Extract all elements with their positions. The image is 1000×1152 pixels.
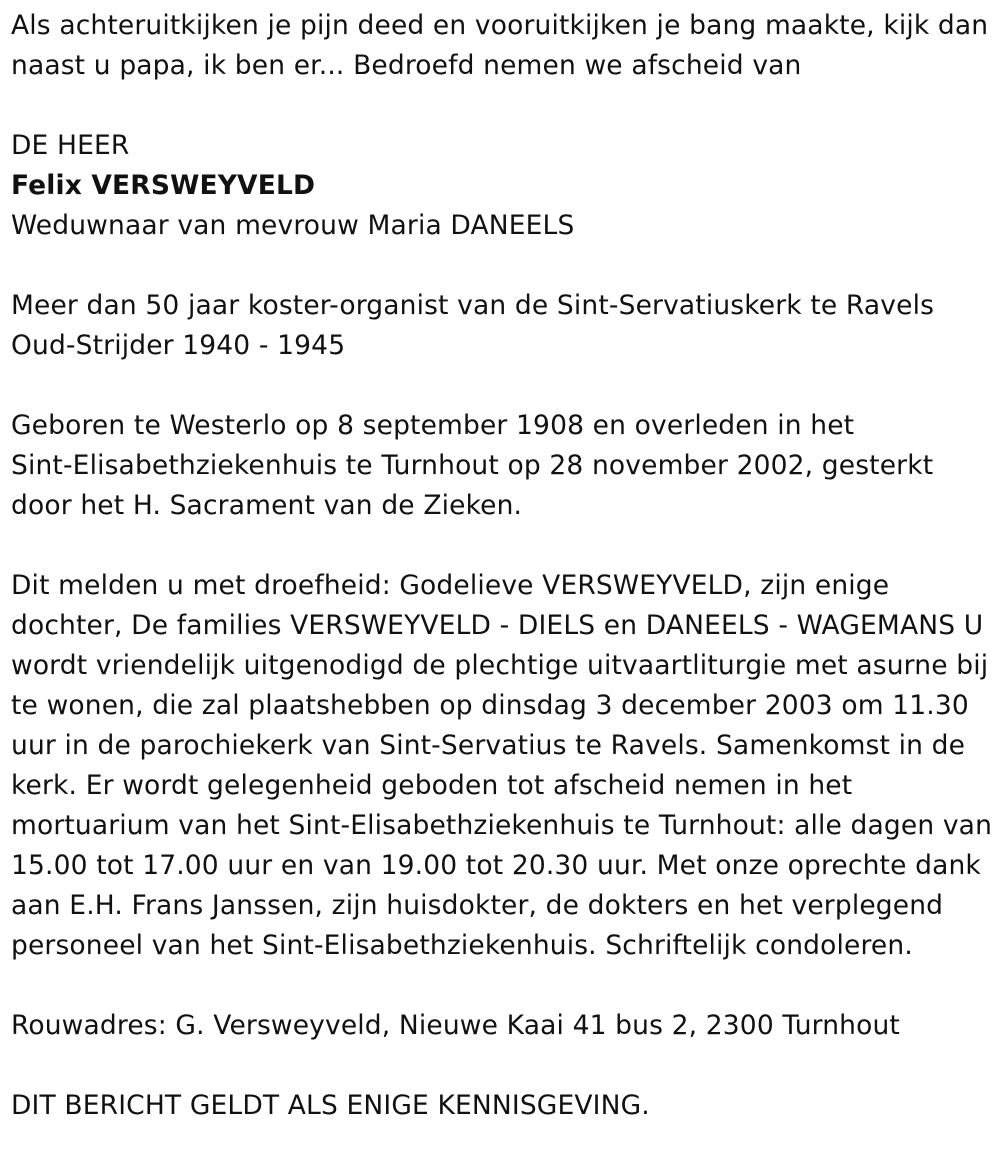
paragraph-spacer xyxy=(11,1046,991,1086)
announcement-line: wordt vriendelijk uitgenodigd de plechtige uitvaartliturgie met asurne bij xyxy=(11,650,989,681)
paragraph-spacer xyxy=(11,366,991,406)
announcement-paragraph xyxy=(11,566,991,966)
announcement-line: kerk. Er wordt gelegenheid geboden tot afscheid nemen in het xyxy=(11,770,853,801)
announcement-line: uur in de parochiekerk van Sint-Servatius te Ravels. Samenkomst in de xyxy=(11,730,966,761)
birth-death-paragraph xyxy=(11,406,991,526)
announcement-line: aan E.H. Frans Janssen, zijn huisdokter, de dokters en het verplegend xyxy=(11,890,944,921)
deceased-block xyxy=(11,126,991,246)
paragraph-spacer xyxy=(11,526,991,566)
announcement-line: te wonen, die zal plaatshebben op dinsdag 3 december 2003 om 11.30 xyxy=(11,690,969,721)
announcement-line: personeel van het Sint-Elisabethziekenhuis. Schriftelijk condoleren. xyxy=(11,930,913,961)
announcement-line: 15.00 tot 17.00 uur en van 19.00 tot 20.30 uur. Met onze oprechte dank xyxy=(11,850,981,881)
widower-relation: Weduwnaar van mevrouw Maria DANEELS xyxy=(11,210,575,241)
birth-death-line: door het H. Sacrament van de Zieken. xyxy=(11,490,523,521)
intro-paragraph xyxy=(11,6,991,86)
announcement-line: mortuarium van het Sint-Elisabethziekenhuis te Turnhout: alle dagen van xyxy=(11,810,993,841)
role-line: Meer dan 50 jaar koster-organist van de Sint-Servatiuskerk te Ravels xyxy=(11,290,935,321)
paragraph-spacer xyxy=(11,86,991,126)
deceased-name: Felix VERSWEYVELD xyxy=(11,170,316,201)
address-line: Rouwadres: G. Versweyveld, Nieuwe Kaai 41 bus 2, 2300 Turnhout xyxy=(11,1010,900,1041)
funeral-notice xyxy=(11,6,991,1126)
paragraph-spacer xyxy=(11,246,991,286)
announcement-line: Dit melden u met droefheid: Godelieve VERSWEYVELD, zijn enige xyxy=(11,570,890,601)
notice-footer xyxy=(11,1086,991,1126)
honorific-title: DE HEER xyxy=(11,130,130,161)
birth-death-line: Sint-Elisabethziekenhuis te Turnhout op 28 november 2002, gesterkt xyxy=(11,450,934,481)
mourning-address xyxy=(11,1006,991,1046)
role-line: Oud-Strijder 1940 - 1945 xyxy=(11,330,346,361)
intro-line: naast u papa, ik ben er... Bedroefd nemen we afscheid van xyxy=(11,50,802,81)
roles-paragraph xyxy=(11,286,991,366)
birth-death-line: Geboren te Westerlo op 8 september 1908 en overleden in het xyxy=(11,410,855,441)
announcement-line: dochter, De families VERSWEYVELD - DIELS en DANEELS - WAGEMANS U xyxy=(11,610,984,641)
paragraph-spacer xyxy=(11,966,991,1006)
intro-line: Als achteruitkijken je pijn deed en vooruitkijken je bang maakte, kijk dan xyxy=(11,10,989,41)
footer-line: DIT BERICHT GELDT ALS ENIGE KENNISGEVING. xyxy=(11,1090,650,1121)
